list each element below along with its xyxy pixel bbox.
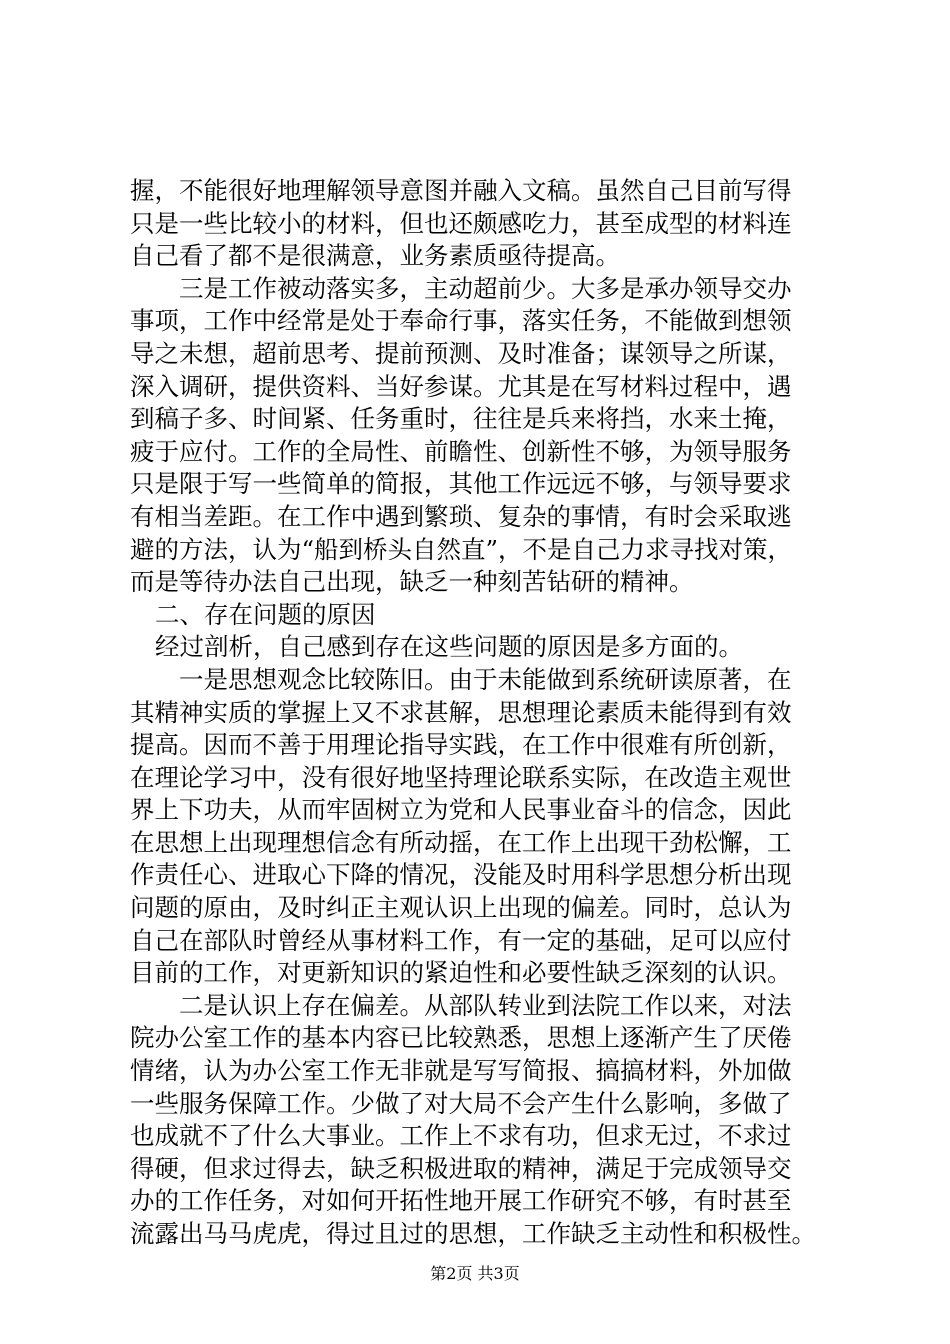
- text-line: 流露出马马虎虎，得过且过的思想，工作缺乏主动性和积极性。: [130, 1219, 816, 1248]
- text-line: 情绪，认为办公室工作无非就是写写简报、搞搞材料，外加做: [130, 1056, 792, 1086]
- section-heading: 二、存在问题的原因: [155, 599, 376, 629]
- text-line: 在思想上出现理想信念有所动摇，在工作上出现干劲松懈，工: [130, 827, 792, 857]
- text-line: 一些服务保障工作。少做了对大局不会产生什么影响，多做了: [130, 1088, 792, 1118]
- text-line: 在理论学习中，没有很好地坚持理论联系实际，在改造主观世: [130, 762, 792, 792]
- text-line: 自己看了都不是很满意，业务素质亟待提高。: [130, 241, 620, 271]
- paragraph-start-line: 一是思想观念比较陈旧。由于未能做到系统研读原著，在: [179, 664, 792, 694]
- text-line: 也成就不了什么大事业。工作上不求有功，但求无过，不求过: [130, 1121, 792, 1151]
- text-line: 自己在部队时曾经从事材料工作，有一定的基础，足可以应付: [130, 925, 792, 955]
- text-line: 到稿子多、时间紧、任务重时，往往是兵来将挡，水来土掩，: [130, 404, 792, 434]
- text-line: 有相当差距。在工作中遇到繁琐、复杂的事情，有时会采取逃: [130, 501, 792, 531]
- text-line: 其精神实质的掌握上又不求甚解，思想理论素质未能得到有效: [130, 697, 792, 727]
- paragraph-start-line: 二是认识上存在偏差。从部队转业到法院工作以来，对法: [179, 990, 792, 1020]
- paragraph-start-line: 经过剖析，自己感到存在这些问题的原因是多方面的。: [155, 632, 743, 662]
- text-line: 只是一些比较小的材料，但也还颇感吃力，甚至成型的材料连: [130, 208, 792, 238]
- text-line: 得硬，但求过得去，缺乏积极进取的精神，满足于完成领导交: [130, 1153, 792, 1183]
- text-line: 而是等待办法自己出现，缺乏一种刻苦钻研的精神。: [130, 567, 694, 597]
- text-line: 作责任心、进取心下降的情况，没能及时用科学思想分析出现: [130, 860, 792, 890]
- paragraph-start-line: 三是工作被动落实多，主动超前少。大多是承办领导交办: [179, 273, 792, 303]
- text-line: 办的工作任务，对如何开拓性地开展工作研究不够，有时甚至: [130, 1186, 792, 1216]
- text-line: 界上下功夫，从而牢固树立为党和人民事业奋斗的信念，因此: [130, 795, 792, 825]
- text-line: 疲于应付。工作的全局性、前瞻性、创新性不够，为领导服务: [130, 436, 792, 466]
- text-line: 问题的原由，及时纠正主观认识上出现的偏差。同时，总认为: [130, 893, 792, 923]
- text-line: 只是限于写一些简单的简报，其他工作远远不够，与领导要求: [130, 469, 792, 499]
- text-line: 事项，工作中经常是处于奉命行事，落实任务，不能做到想领: [130, 306, 792, 336]
- text-line: 避的方法，认为“船到桥头自然直”，不是自己力求寻找对策，: [130, 534, 793, 564]
- text-line: 目前的工作，对更新知识的紧迫性和必要性缺乏深刻的认识。: [130, 958, 792, 988]
- text-line: 院办公室工作的基本内容已比较熟悉，思想上逐渐产生了厌倦: [130, 1023, 792, 1053]
- document-body: [130, 175, 830, 1251]
- text-line: 深入调研，提供资料、当好参谋。尤其是在写材料过程中，遇: [130, 371, 792, 401]
- text-line: 导之未想，超前思考、提前预测、及时准备；谋领导之所谋，: [130, 338, 792, 368]
- text-line: 提高。因而不善于用理论指导实践，在工作中很难有所创新，: [130, 730, 792, 760]
- page-number-footer: 第2页 共3页: [430, 1264, 520, 1283]
- text-line: 握，不能很好地理解领导意图并融入文稿。虽然自己目前写得: [130, 176, 792, 205]
